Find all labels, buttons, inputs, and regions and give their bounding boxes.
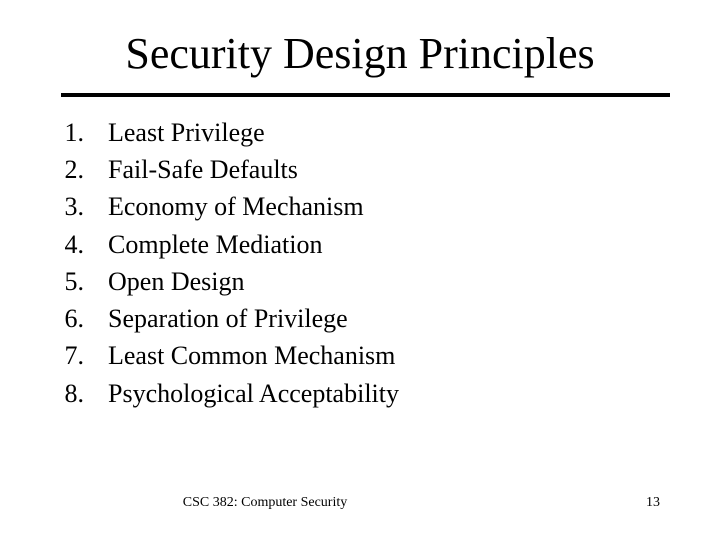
- item-text: Psychological Acceptability: [108, 378, 399, 408]
- item-number: 3.: [64, 192, 84, 222]
- item-text: Complete Mediation: [108, 229, 323, 259]
- principle-list: [50, 114, 399, 412]
- item-text: Separation of Privilege: [108, 304, 348, 334]
- item-text: Least Common Mechanism: [108, 341, 396, 371]
- list-item: [50, 300, 399, 337]
- item-number: 7.: [64, 341, 84, 371]
- item-number: 1.: [64, 117, 84, 147]
- item-text: Fail-Safe Defaults: [108, 154, 298, 184]
- slide-page-number: 13: [646, 495, 660, 510]
- title-divider: [61, 93, 670, 97]
- list-item: [50, 226, 399, 263]
- item-number: 4.: [64, 229, 84, 259]
- list-item: [50, 151, 399, 188]
- item-text: Least Privilege: [108, 117, 265, 147]
- list-item: [50, 114, 399, 151]
- slide-title: Security Design Principles: [125, 29, 595, 78]
- list-item: [50, 189, 399, 226]
- list-item: [50, 263, 399, 300]
- item-number: 8.: [64, 378, 84, 408]
- item-text: Open Design: [108, 266, 245, 296]
- list-item: [50, 375, 399, 412]
- list-item: [50, 338, 399, 375]
- item-number: 2.: [64, 154, 84, 184]
- item-number: 5.: [64, 266, 84, 296]
- footer-course-label: CSC 382: Computer Security: [182, 495, 348, 510]
- item-number: 6.: [64, 304, 84, 334]
- item-text: Economy of Mechanism: [108, 192, 364, 222]
